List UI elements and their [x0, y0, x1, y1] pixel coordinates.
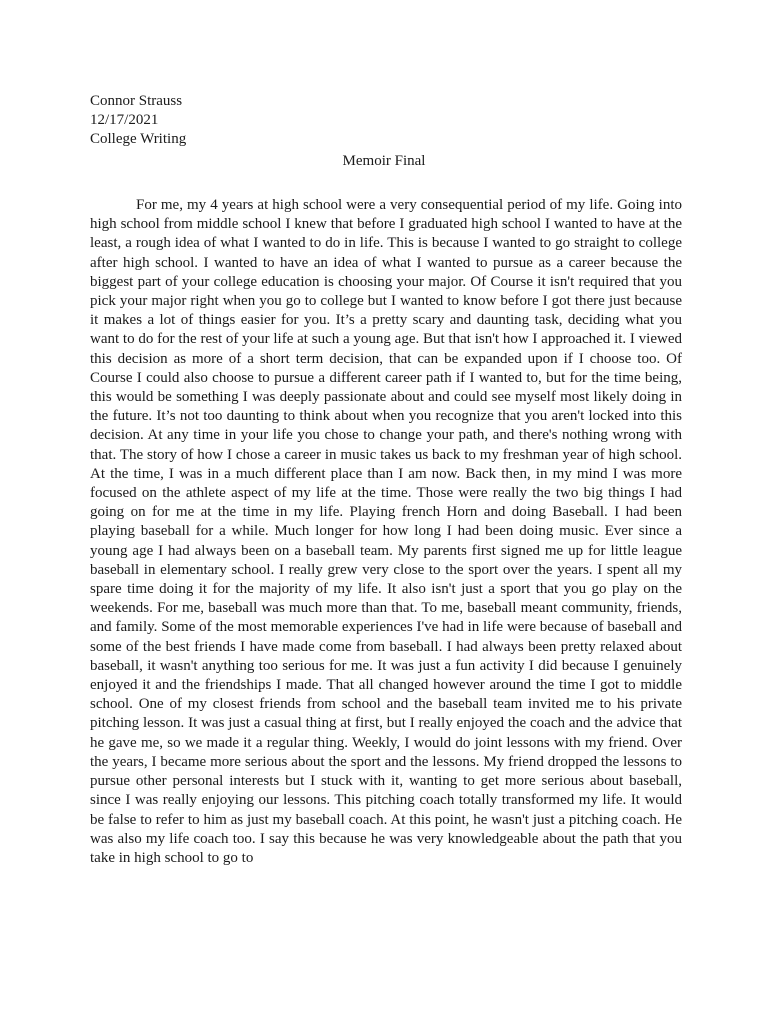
document-title: Memoir Final [342, 153, 426, 169]
document-date: 12/17/2021 [90, 112, 159, 128]
author-name: Connor Strauss [90, 93, 183, 109]
course-name: College Writing [90, 131, 187, 147]
document-header [90, 92, 186, 149]
document-body [90, 196, 682, 868]
body-paragraph: For me, my 4 years at high school were a very consequential period of my life. Going into high school from middle school I knew that before I graduated high school I wanted to have at the least, a rough idea of what I wanted to do in life. This is because I wanted to go straight to college after high school. I wanted to have an idea of what I wanted to pursue as a career because the biggest part of your college education is choosing your major. Of Course it isn't required that you pick your major right when you go to college but I wanted to know before I got there just because it makes a lot of things easier for you. It’s a pretty scary and daunting task, deciding what you want to do for the rest of your life at such a young age. But that isn't how I approached it. I viewed this decision as more of a short term decision, that can be expanded upon if I choose too. Of Course I could also choose to pursue a different career path if I wanted to, but for the time being, this would be something I was deeply passionate about and could see myself most likely doing in the future. It’s not too daunting to think about when you recognize that you aren't locked into this decision. At any time in your life you chose to change your path, and there's nothing wrong with that. The story of how I chose a career in music takes us back to my freshman year of high school. At the time, I was in a much different place than I am now. Back then, in my mind I was more focused on the athlete aspect of my life at the time. Those were really the two big things I had going on for me at the time in my life. Playing french Horn and doing Baseball. I had been playing baseball for a while. Much longer for how long I had been doing music. Ever since a young age I had always been on a baseball team. My parents first signed me up for little league baseball in elementary school. I really grew very close to the sport over the years. I spent all my spare time doing it for the majority of my life. It also isn't just a sport that you go play on the weekends. For me, baseball was much more than that. To me, baseball meant community, friends, and family. Some of the most memorable experiences I've had in life were because of baseball and some of the best friends I have made come from baseball. I had always been pretty relaxed about baseball, it wasn't anything too serious for me. It was just a fun activity I did because I genuinely enjoyed it and the friendships I made. That all changed however around the time I got to middle school. One of my closest friends from school and the baseball team invited me to his private pitching lesson. It was just a casual thing at first, but I really enjoyed the coach and the advice that he gave me, so we made it a regular thing. Weekly, I would do joint lessons with my friend. Over the years, I became more serious about the sport and the lessons. My friend dropped the lessons to pursue other personal interests but I stuck with it, wanting to get more serious about baseball, since I was really enjoying our lessons. This pitching coach totally transformed my life. It would be false to refer to him as just my baseball coach. At this point, he wasn't just a pitching coach. He was also my life coach too. I say this because he was very knowledgeable about the path that you take in high school to go to [90, 197, 682, 866]
